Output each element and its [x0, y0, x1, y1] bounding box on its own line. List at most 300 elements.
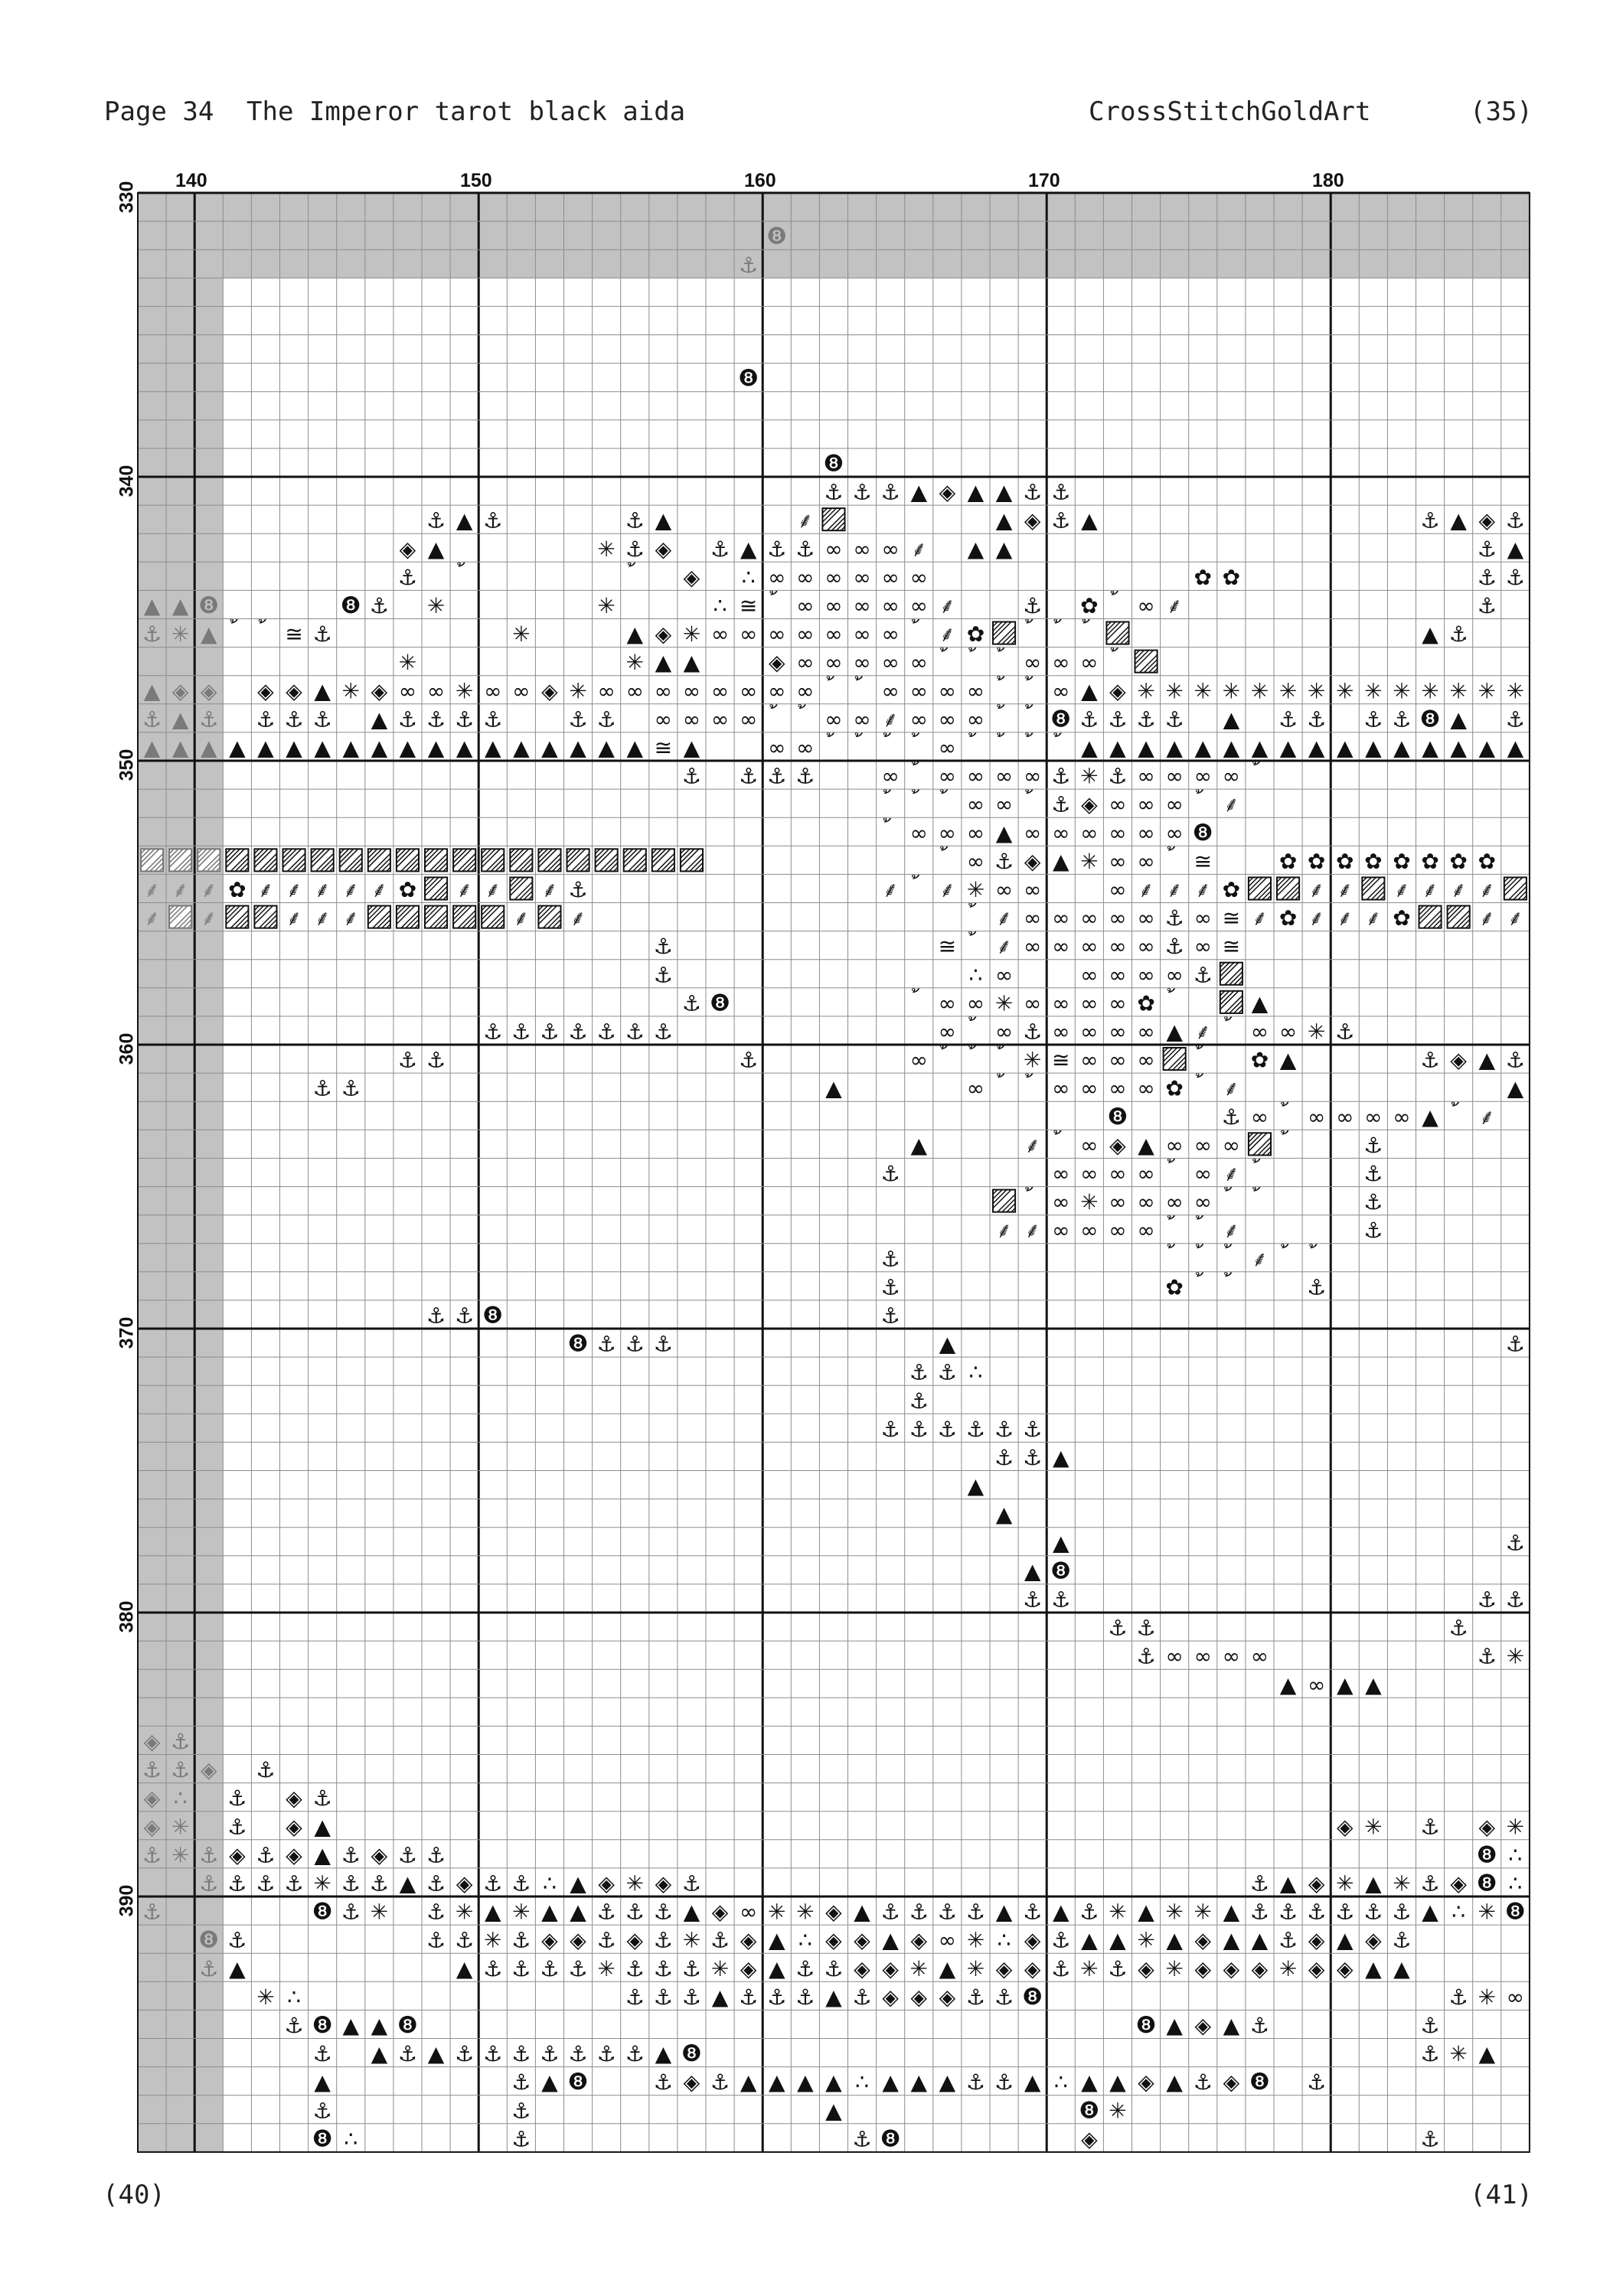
drop-symbol: [968, 931, 976, 936]
drop-symbol: [1053, 618, 1062, 624]
anchor-symbol: ⚓: [426, 1842, 446, 1868]
drop-symbol: [826, 675, 834, 680]
triangle-symbol: ▲: [1081, 735, 1098, 761]
diamond-symbol: ◈: [1450, 1047, 1467, 1073]
diamond-symbol: ◈: [598, 1870, 615, 1896]
anchor-symbol: ⚓: [909, 1388, 929, 1414]
anchor-symbol: ⚓: [1420, 1814, 1440, 1840]
approx-symbol: ≅: [1222, 934, 1241, 960]
diamond-symbol: ◈: [286, 1786, 302, 1812]
diamond-symbol: ◈: [143, 1786, 161, 1812]
asterisk-symbol: ✳: [1364, 1814, 1383, 1840]
triangle-symbol: ▲: [1052, 848, 1069, 874]
infinity-symbol: ∞: [825, 564, 843, 590]
anchor-symbol: ⚓: [312, 2098, 332, 2124]
triangle-symbol: ▲: [371, 735, 388, 761]
trefoil-symbol: ∴: [344, 2126, 358, 2152]
diamond-symbol: ◈: [1308, 1870, 1325, 1896]
anchor-symbol: ⚓: [426, 1047, 446, 1073]
triangle-symbol: ▲: [1507, 735, 1524, 761]
diamond-symbol: ◈: [995, 1955, 1013, 1981]
trefoil-symbol: ∴: [713, 592, 727, 618]
drop-symbol: [1167, 1158, 1175, 1163]
anchor-symbol: ⚓: [625, 1899, 645, 1925]
infinity-symbol: ∞: [853, 650, 871, 676]
anchor-symbol: ⚓: [1477, 1587, 1497, 1613]
diamond-symbol: ◈: [1365, 1927, 1382, 1953]
anchor-symbol: ⚓: [426, 1870, 446, 1896]
infinity-symbol: ∞: [881, 536, 900, 562]
diamond-symbol: ◈: [371, 1842, 388, 1868]
infinity-symbol: ∞: [1023, 990, 1042, 1016]
asterisk-symbol: ✳: [625, 1870, 644, 1896]
drop-symbol: [854, 675, 863, 680]
flower-symbol: ✿: [1194, 564, 1212, 590]
infinity-symbol: ∞: [1194, 1189, 1212, 1215]
diamond-symbol: ◈: [910, 1927, 928, 1953]
anchor-symbol: ⚓: [341, 1899, 361, 1925]
tree-symbol: ⸙: [1251, 905, 1268, 931]
asterisk-symbol: ✳: [796, 1899, 815, 1925]
infinity-symbol: ∞: [881, 650, 900, 676]
flower-symbol: ✿: [1449, 848, 1468, 874]
diamond-symbol: ◈: [257, 678, 274, 704]
anchor-symbol: ⚓: [994, 1984, 1014, 2010]
diamond-symbol: ◈: [882, 1984, 899, 2010]
trefoil-symbol: ∴: [543, 1870, 557, 1896]
anchor-symbol: ⚓: [1278, 1927, 1298, 1953]
infinity-symbol: ∞: [1506, 1984, 1525, 2010]
triangle-symbol: ▲: [882, 1927, 899, 1953]
infinity-symbol: ∞: [909, 1047, 928, 1073]
anchor-symbol: ⚓: [596, 1331, 616, 1357]
triangle-symbol: ▲: [683, 1899, 700, 1925]
approx-symbol: ≅: [739, 592, 758, 618]
page-number: Page 34: [104, 96, 214, 127]
infinity-symbol: ∞: [909, 592, 928, 618]
drop-symbol: [826, 732, 834, 737]
tree-symbol: ⸙: [513, 905, 530, 931]
anchor-symbol: ⚓: [1448, 1984, 1468, 2010]
anchor-symbol: ⚓: [1505, 1047, 1525, 1073]
anchor-symbol: ⚓: [511, 1870, 531, 1896]
drop-symbol: [939, 789, 948, 794]
infinity-symbol: ∞: [1080, 1075, 1099, 1101]
tree-symbol: ⸙: [144, 876, 161, 902]
circle-8-symbol: ❽: [880, 2125, 901, 2153]
tree-symbol: ⸙: [342, 905, 359, 931]
infinity-symbol: ∞: [1137, 1047, 1155, 1073]
anchor-symbol: ⚓: [1363, 1160, 1383, 1186]
anchor-symbol: ⚓: [824, 479, 844, 505]
anchor-symbol: ⚓: [1108, 706, 1128, 732]
anchor-symbol: ⚓: [767, 1984, 787, 2010]
anchor-symbol: ⚓: [256, 1757, 276, 1783]
infinity-symbol: ∞: [938, 735, 957, 761]
anchor-symbol: ⚓: [397, 706, 418, 732]
diamond-symbol: ◈: [825, 1927, 842, 1953]
drop-symbol: [997, 703, 1005, 709]
anchor-symbol: ⚓: [1136, 706, 1156, 732]
triangle-symbol: ▲: [910, 479, 928, 505]
anchor-symbol: ⚓: [1420, 2012, 1440, 2038]
circle-8-symbol: ❽: [312, 1898, 333, 1926]
drop-symbol: [798, 703, 806, 709]
infinity-symbol: ∞: [1052, 1189, 1070, 1215]
circle-8-symbol: ❽: [710, 990, 731, 1017]
anchor-symbol: ⚓: [625, 1331, 645, 1357]
anchor-symbol: ⚓: [199, 1842, 219, 1868]
triangle-symbol: ▲: [541, 1899, 558, 1925]
drop-symbol: [1053, 732, 1062, 737]
anchor-symbol: ⚓: [1249, 1870, 1270, 1896]
triangle-symbol: ▲: [371, 706, 388, 732]
anchor-symbol: ⚓: [142, 1842, 162, 1868]
infinity-symbol: ∞: [1137, 820, 1155, 846]
infinity-symbol: ∞: [1109, 820, 1127, 846]
anchor-symbol: ⚓: [1079, 706, 1099, 732]
anchor-symbol: ⚓: [625, 1019, 645, 1045]
infinity-symbol: ∞: [654, 678, 673, 704]
triangle-symbol: ▲: [1251, 735, 1269, 761]
infinity-symbol: ∞: [1023, 905, 1042, 931]
drop-symbol: [1281, 1101, 1289, 1107]
flower-symbol: ✿: [1250, 1047, 1269, 1073]
anchor-symbol: ⚓: [1477, 564, 1497, 590]
anchor-symbol: ⚓: [1051, 479, 1071, 505]
anchor-symbol: ⚓: [341, 1870, 361, 1896]
triangle-symbol: ▲: [939, 2069, 956, 2095]
triangle-symbol: ▲: [1279, 1870, 1297, 1896]
diamond-symbol: ◈: [740, 1955, 757, 1981]
drop-symbol: [911, 987, 919, 993]
anchor-symbol: ⚓: [880, 1416, 900, 1442]
anchor-symbol: ⚓: [880, 1899, 900, 1925]
anchor-symbol: ⚓: [312, 1786, 332, 1812]
drop-symbol: [1025, 675, 1034, 680]
tree-symbol: ⸙: [1166, 876, 1183, 902]
anchor-symbol: ⚓: [284, 706, 304, 732]
triangle-symbol: ▲: [286, 735, 302, 761]
trefoil-symbol: ∴: [855, 2069, 869, 2095]
triangle-symbol: ▲: [1081, 1927, 1098, 1953]
anchor-symbol: ⚓: [653, 1927, 673, 1953]
infinity-symbol: ∞: [966, 763, 985, 789]
infinity-symbol: ∞: [1109, 962, 1127, 988]
anchor-symbol: ⚓: [1193, 2069, 1213, 2095]
anchor-symbol: ⚓: [937, 1416, 957, 1442]
triangle-symbol: ▲: [825, 2069, 842, 2095]
asterisk-symbol: ✳: [1080, 848, 1099, 874]
triangle-symbol: ▲: [1422, 621, 1438, 647]
tree-symbol: ⸙: [939, 592, 955, 618]
infinity-symbol: ∞: [796, 564, 815, 590]
drop-symbol: [883, 817, 891, 823]
anchor-symbol: ⚓: [994, 2069, 1014, 2095]
asterisk-symbol: ✳: [768, 1899, 786, 1925]
col-label-180: 180: [1312, 170, 1344, 191]
anchor-symbol: ⚓: [739, 1984, 759, 2010]
triangle-symbol: ▲: [570, 1899, 586, 1925]
diamond-symbol: ◈: [655, 621, 672, 647]
infinity-symbol: ∞: [966, 706, 985, 732]
infinity-symbol: ∞: [881, 621, 900, 647]
anchor-symbol: ⚓: [284, 2012, 304, 2038]
anchor-symbol: ⚓: [1164, 905, 1184, 931]
flower-symbol: ✿: [1336, 848, 1354, 874]
diamond-symbol: ◈: [740, 1927, 757, 1953]
approx-symbol: ≅: [1052, 1047, 1070, 1073]
drop-symbol: [883, 789, 891, 794]
asterisk-symbol: ✳: [569, 678, 587, 704]
trefoil-symbol: ∴: [1452, 1899, 1466, 1925]
tree-symbol: ⸙: [910, 536, 927, 562]
triangle-symbol: ▲: [399, 1870, 416, 1896]
infinity-symbol: ∞: [994, 791, 1014, 817]
triangle-symbol: ▲: [1478, 735, 1496, 761]
col-label-170: 170: [1028, 170, 1060, 191]
diamond-symbol: ◈: [1308, 1927, 1325, 1953]
anchor-symbol: ⚓: [681, 990, 702, 1016]
triangle-symbol: ▲: [456, 507, 473, 533]
infinity-symbol: ∞: [825, 706, 843, 732]
asterisk-symbol: ✳: [1449, 2041, 1468, 2067]
triangle-symbol: ▲: [484, 735, 501, 761]
infinity-symbol: ∞: [881, 592, 900, 618]
tree-symbol: ⸙: [1422, 876, 1438, 902]
infinity-symbol: ∞: [994, 962, 1014, 988]
drop-symbol: [911, 618, 919, 624]
trefoil-symbol: ∴: [741, 564, 756, 590]
anchor-symbol: ⚓: [568, 876, 588, 902]
infinity-symbol: ∞: [1222, 1643, 1241, 1669]
drop-symbol: [1025, 1073, 1034, 1078]
infinity-symbol: ∞: [1023, 876, 1042, 902]
anchor-symbol: ⚓: [568, 1955, 588, 1981]
anchor-symbol: ⚓: [483, 507, 503, 533]
asterisk-symbol: ✳: [398, 650, 417, 676]
anchor-symbol: ⚓: [397, 1842, 418, 1868]
flower-symbol: ✿: [1364, 848, 1383, 874]
infinity-symbol: ∞: [1165, 1132, 1184, 1158]
trefoil-symbol: ∴: [287, 1984, 301, 2010]
triangle-symbol: ▲: [995, 820, 1013, 846]
triangle-symbol: ▲: [1365, 735, 1382, 761]
infinity-symbol: ∞: [994, 763, 1014, 789]
anchor-symbol: ⚓: [1505, 706, 1525, 732]
approx-symbol: ≅: [654, 735, 673, 761]
tree-symbol: ⸙: [314, 876, 331, 902]
anchor-symbol: ⚓: [1307, 2069, 1327, 2095]
infinity-symbol: ∞: [796, 592, 815, 618]
drop-symbol: [997, 647, 1005, 652]
flower-symbol: ✿: [1080, 592, 1099, 618]
anchor-symbol: ⚓: [341, 1842, 361, 1868]
anchor-symbol: ⚓: [227, 1927, 247, 1953]
tree-symbol: ⸙: [314, 905, 331, 931]
drop-symbol: [258, 618, 266, 624]
anchor-symbol: ⚓: [681, 763, 702, 789]
triangle-symbol: ▲: [1279, 1671, 1297, 1698]
anchor-symbol: ⚓: [852, 479, 872, 505]
flower-symbol: ✿: [1137, 990, 1155, 1016]
infinity-symbol: ∞: [1109, 905, 1127, 931]
diamond-symbol: ◈: [541, 678, 558, 704]
infinity-symbol: ∞: [768, 564, 786, 590]
drop-symbol: [911, 732, 919, 737]
triangle-symbol: ▲: [1422, 1899, 1438, 1925]
drop-symbol: [854, 732, 863, 737]
anchor-symbol: ⚓: [1278, 1899, 1298, 1925]
drop-symbol: [939, 647, 948, 652]
anchor-symbol: ⚓: [483, 706, 503, 732]
diamond-symbol: ◈: [768, 650, 785, 676]
anchor-symbol: ⚓: [227, 1870, 247, 1896]
approx-symbol: ≅: [938, 934, 957, 960]
anchor-symbol: ⚓: [397, 2041, 418, 2067]
flower-symbol: ✿: [228, 876, 247, 902]
infinity-symbol: ∞: [484, 678, 502, 704]
infinity-symbol: ∞: [1080, 962, 1099, 988]
row-label-350: 350: [116, 748, 138, 781]
anchor-symbol: ⚓: [511, 1019, 531, 1045]
triangle-symbol: ▲: [1450, 507, 1467, 533]
triangle-symbol: ▲: [171, 735, 189, 761]
tree-symbol: ⸙: [286, 876, 302, 902]
diamond-symbol: ◈: [1336, 1955, 1354, 1981]
asterisk-symbol: ✳: [597, 536, 616, 562]
triangle-symbol: ▲: [399, 735, 416, 761]
triangle-symbol: ▲: [768, 1955, 785, 1981]
tree-symbol: ⸙: [485, 876, 501, 902]
anchor-symbol: ⚓: [1505, 1587, 1525, 1613]
infinity-symbol: ∞: [1194, 1160, 1212, 1186]
tree-symbol: ⸙: [1478, 1104, 1495, 1130]
drop-symbol: [1110, 647, 1118, 652]
triangle-symbol: ▲: [797, 2069, 814, 2095]
infinity-symbol: ∞: [1080, 1218, 1099, 1244]
circle-8-symbol: ❽: [340, 592, 361, 619]
infinity-symbol: ∞: [1165, 791, 1184, 817]
triangle-symbol: ▲: [1166, 735, 1183, 761]
drop-symbol: [1195, 1243, 1203, 1248]
tree-symbol: ⸙: [797, 507, 814, 533]
asterisk-symbol: ✳: [171, 1842, 190, 1868]
drop-symbol: [769, 703, 778, 709]
circle-8-symbol: ❽: [1476, 1841, 1497, 1869]
anchor-symbol: ⚓: [1420, 2126, 1440, 2152]
diamond-symbol: ◈: [1109, 678, 1126, 704]
triangle-symbol: ▲: [1279, 1047, 1297, 1073]
diamond-symbol: ◈: [143, 1728, 161, 1754]
page-title: The Imperor tarot black aida: [247, 96, 686, 127]
asterisk-symbol: ✳: [1478, 1899, 1496, 1925]
anchor-symbol: ⚓: [965, 1984, 986, 2010]
anchor-symbol: ⚓: [1051, 507, 1071, 533]
triangle-symbol: ▲: [1393, 735, 1410, 761]
anchor-symbol: ⚓: [1278, 706, 1298, 732]
triangle-symbol: ▲: [1422, 735, 1438, 761]
asterisk-symbol: ✳: [1336, 678, 1354, 704]
asterisk-symbol: ✳: [455, 678, 474, 704]
drop-symbol: [883, 732, 891, 737]
anchor-symbol: ⚓: [511, 2069, 531, 2095]
anchor-symbol: ⚓: [142, 1899, 162, 1925]
anchor-symbol: ⚓: [681, 1955, 702, 1981]
drop-symbol: [1053, 1130, 1062, 1135]
infinity-symbol: ∞: [710, 678, 730, 704]
anchor-symbol: ⚓: [653, 962, 673, 988]
triangle-symbol: ▲: [939, 1331, 956, 1357]
infinity-symbol: ∞: [1194, 1132, 1212, 1158]
anchor-symbol: ⚓: [1363, 1132, 1383, 1158]
anchor-symbol: ⚓: [540, 2041, 560, 2067]
infinity-symbol: ∞: [938, 990, 957, 1016]
diamond-symbol: ◈: [286, 1814, 302, 1840]
approx-symbol: ≅: [1194, 848, 1212, 874]
trefoil-symbol: ∴: [1508, 1870, 1523, 1896]
anchor-symbol: ⚓: [1249, 1899, 1270, 1925]
triangle-symbol: ▲: [854, 1899, 870, 1925]
triangle-symbol: ▲: [541, 735, 558, 761]
anchor-symbol: ⚓: [681, 1870, 702, 1896]
infinity-symbol: ∞: [1109, 1075, 1127, 1101]
anchor-symbol: ⚓: [1448, 621, 1468, 647]
anchor-symbol: ⚓: [171, 1728, 191, 1754]
infinity-symbol: ∞: [1109, 876, 1127, 902]
infinity-symbol: ∞: [768, 735, 786, 761]
circle-8-symbol: ❽: [738, 365, 759, 393]
diamond-symbol: ◈: [910, 1984, 928, 2010]
infinity-symbol: ∞: [1023, 934, 1042, 960]
triangle-symbol: ▲: [1336, 735, 1354, 761]
triangle-symbol: ▲: [314, 678, 331, 704]
triangle-symbol: ▲: [1450, 735, 1467, 761]
triangle-symbol: ▲: [1365, 1955, 1382, 1981]
anchor-symbol: ⚓: [426, 706, 446, 732]
circle-8-symbol: ❽: [823, 450, 844, 478]
drop-symbol: [1167, 846, 1175, 851]
anchor-symbol: ⚓: [1051, 791, 1071, 817]
tree-symbol: ⸙: [996, 1218, 1013, 1244]
tree-symbol: ⸙: [1223, 791, 1239, 817]
triangle-symbol: ▲: [314, 1814, 331, 1840]
anchor-symbol: ⚓: [681, 1984, 702, 2010]
triangle-symbol: ▲: [1052, 1899, 1069, 1925]
anchor-symbol: ⚓: [1335, 1019, 1355, 1045]
diamond-symbol: ◈: [683, 564, 700, 590]
anchor-symbol: ⚓: [880, 1160, 900, 1186]
anchor-symbol: ⚓: [455, 2041, 475, 2067]
triangle-symbol: ▲: [314, 2069, 331, 2095]
circle-8-symbol: ❽: [1050, 706, 1072, 733]
drop-symbol: [1309, 1243, 1318, 1248]
infinity-symbol: ∞: [909, 650, 928, 676]
infinity-symbol: ∞: [853, 564, 871, 590]
anchor-symbol: ⚓: [1448, 1615, 1468, 1641]
triangle-symbol: ▲: [1223, 706, 1240, 732]
anchor-symbol: ⚓: [483, 1019, 503, 1045]
brand-name: CrossStitchGoldArt: [1089, 96, 1371, 127]
triangle-symbol: ▲: [711, 1984, 729, 2010]
triangle-symbol: ▲: [598, 735, 615, 761]
col-label-160: 160: [744, 170, 776, 191]
infinity-symbol: ∞: [1023, 820, 1042, 846]
drop-symbol: [1281, 1130, 1289, 1135]
asterisk-symbol: ✳: [1336, 1870, 1354, 1896]
triangle-symbol: ▲: [1166, 2069, 1183, 2095]
anchor-symbol: ⚓: [739, 252, 759, 278]
